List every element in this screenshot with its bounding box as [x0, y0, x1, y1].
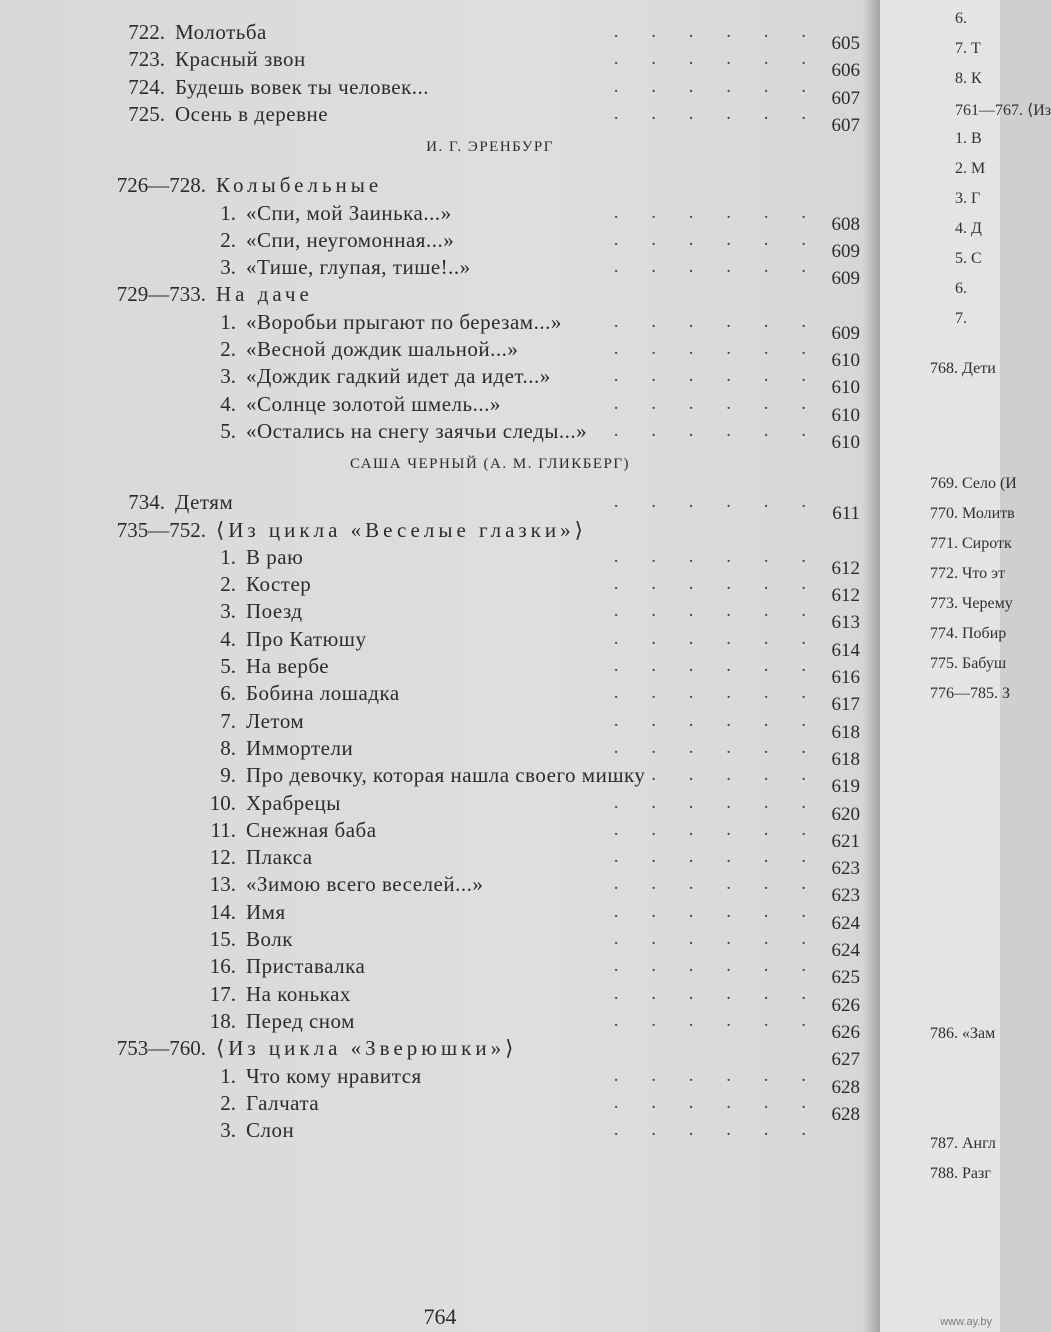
- entry-page: 608: [831, 213, 860, 235]
- toc-entry: [0, 45, 860, 82]
- toc-entry: [0, 898, 860, 934]
- right-page-line: 787. Англ: [930, 1135, 996, 1152]
- toc-entry: [0, 100, 860, 136]
- leader-dots: . . . . . .: [613, 256, 820, 278]
- toc-entry: [0, 226, 860, 262]
- right-page-line: 7.: [955, 310, 967, 327]
- entry-title: «Воробьи прыгают по березам...»: [246, 309, 562, 334]
- toc-entry: [0, 597, 860, 634]
- leader-dots: . . . . . .: [613, 764, 820, 786]
- entry-page: 609: [831, 322, 860, 344]
- toc-entry: [0, 362, 860, 399]
- leader-dots: . . . . . .: [613, 955, 820, 977]
- leader-dots: . . . . . .: [613, 791, 820, 813]
- entry-title: Красный звон: [175, 47, 306, 72]
- right-page-line: 761—767. ⟨Из: [955, 102, 1051, 119]
- right-page-line: 770. Молитв: [930, 505, 1015, 522]
- right-page-line: 5. С: [955, 250, 982, 267]
- entry-number: 8.: [220, 735, 236, 760]
- entry-page: 623: [831, 885, 860, 907]
- entry-number: 2.: [220, 337, 236, 361]
- leader-dots: . . . . . .: [613, 310, 820, 332]
- entry-page: 612: [831, 557, 860, 579]
- entry-number: 1.: [220, 309, 236, 334]
- right-page-line: 7. Т: [955, 40, 981, 57]
- right-page-line: 1. В: [955, 130, 982, 147]
- toc-entry: [0, 488, 860, 525]
- entry-number: 3.: [220, 599, 236, 624]
- leader-dots: . . . . . .: [613, 48, 820, 70]
- leader-dots: . . . . . .: [613, 818, 820, 840]
- entry-page: 628: [831, 1076, 860, 1098]
- entry-title: «Зимою всего веселей...»: [246, 872, 484, 897]
- leader-dots: . . . . . .: [613, 682, 820, 704]
- entry-title: «Солнце золотой шмель...»: [246, 391, 501, 416]
- entry-page: 610: [831, 377, 860, 399]
- entry-page: 606: [831, 60, 860, 82]
- right-page-line: 768. Дети: [930, 360, 996, 377]
- entry-page: 618: [831, 721, 860, 743]
- toc-entry: [0, 18, 860, 54]
- toc-entry: [0, 652, 860, 688]
- toc-entry: [0, 843, 860, 880]
- toc-entry: [0, 73, 860, 109]
- right-page-line: 776—785. З: [930, 685, 1011, 702]
- entry-title: Снежная баба: [246, 817, 377, 842]
- entry-page: 624: [831, 940, 860, 961]
- right-page-line: 786. «Зам: [930, 1025, 996, 1042]
- entry-number: 9.: [220, 763, 236, 788]
- entry-page: 627: [831, 1049, 860, 1071]
- entry-title: Осень в деревне: [175, 101, 329, 126]
- entry-title: Что кому нравится: [246, 1063, 422, 1088]
- right-page-line: 775. Бабуш: [930, 655, 1007, 672]
- entry-page: 610: [831, 404, 860, 426]
- entry-title: Поезд: [246, 599, 303, 624]
- leader-dots: . . . . . .: [613, 1009, 820, 1031]
- leader-dots: . . . . . .: [613, 365, 820, 387]
- entry-number: 735—752.: [116, 517, 206, 542]
- watermark: www.ay.by: [940, 1316, 992, 1328]
- entry-number: 16.: [209, 954, 236, 979]
- entry-title: Детям: [175, 490, 234, 515]
- entry-page: 607: [831, 87, 860, 109]
- right-page-line: 4. Д: [955, 220, 982, 237]
- entry-title: «Спи, неугомонная...»: [246, 227, 455, 252]
- right-page-line: 772. Что эт: [930, 565, 1006, 582]
- entry-number: 2.: [220, 1090, 236, 1115]
- entry-number: 3.: [220, 255, 236, 280]
- right-page-line: 788. Разг: [930, 1165, 991, 1182]
- leader-dots: . . . . . .: [613, 545, 820, 567]
- leader-dots: . . . . . .: [613, 1091, 820, 1113]
- entry-page: 613: [831, 612, 860, 634]
- entry-title: Про девочку, которая нашла своего мишку: [246, 763, 646, 788]
- toc-entry: [0, 280, 860, 308]
- toc-entry: [0, 925, 860, 961]
- right-page-line: 774. Побир: [930, 625, 1007, 642]
- toc-entry: [0, 761, 860, 798]
- right-page-line: 6.: [955, 280, 967, 297]
- toc-entry: [0, 171, 860, 199]
- toc-entry: [0, 199, 860, 235]
- right-page-line: 8. К: [955, 70, 982, 87]
- book-page-right: [880, 0, 1051, 1332]
- leader-dots: . . . . . .: [613, 600, 820, 622]
- entry-page: 610: [831, 431, 860, 453]
- entry-number: 17.: [209, 981, 236, 1006]
- toc-entry: [0, 816, 860, 852]
- toc-entry: [0, 952, 860, 989]
- leader-dots: . . . . . .: [613, 392, 820, 414]
- entry-number: 5.: [220, 418, 236, 443]
- entry-number: 14.: [209, 899, 236, 924]
- entry-page: 628: [831, 1103, 860, 1125]
- entry-page: 609: [831, 240, 860, 262]
- toc-entry: [0, 734, 860, 770]
- page-number: 764: [423, 1304, 457, 1329]
- entry-title: Перед сном: [246, 1008, 355, 1033]
- entry-title: Про Катюшу: [246, 626, 367, 651]
- entry-number: 3.: [220, 1118, 236, 1143]
- entry-number: 1.: [220, 200, 236, 225]
- entry-title: На даче: [216, 282, 313, 307]
- entry-page: 625: [831, 967, 860, 989]
- entry-number: 2.: [220, 572, 236, 597]
- toc-entry: [0, 308, 860, 344]
- leader-dots: . . . . . .: [613, 846, 820, 868]
- right-page-line: 771. Сиротк: [930, 535, 1012, 552]
- toc-entry: [0, 543, 860, 579]
- entry-page: 626: [831, 994, 860, 1016]
- entry-number: 18.: [209, 1008, 236, 1033]
- entry-title: Имя: [246, 899, 286, 924]
- entry-title: Галчата: [246, 1090, 320, 1115]
- entry-title: Костер: [246, 572, 312, 597]
- entry-page: 617: [831, 694, 860, 716]
- entry-number: 726—728.: [116, 173, 206, 198]
- entry-title: Молотьба: [175, 20, 267, 44]
- leader-dots: . . . . . .: [613, 627, 820, 649]
- entry-title: ⟨Из цикла «Зверюшки»⟩: [216, 1036, 518, 1061]
- entry-title: Будешь вовек ты человек...: [175, 74, 430, 99]
- entry-title: Летом: [246, 708, 305, 733]
- right-page-line: 773. Черему: [930, 595, 1013, 612]
- entry-page: 610: [831, 350, 860, 371]
- entry-page: 605: [831, 33, 860, 54]
- toc-entry: [0, 1089, 860, 1125]
- entry-number: 4.: [220, 626, 236, 651]
- entry-page: 607: [831, 114, 860, 136]
- entry-number: 724.: [128, 74, 165, 99]
- entry-number: 3.: [220, 364, 236, 389]
- entry-title: «Остались на снегу заячьи следы...»: [246, 418, 588, 443]
- entry-title: ⟨Из цикла «Веселые глазки»⟩: [216, 517, 587, 542]
- toc-entry: [0, 870, 860, 907]
- leader-dots: . . . . . .: [613, 338, 820, 359]
- toc-entry: [0, 570, 860, 607]
- leader-dots: . . . . . .: [613, 573, 820, 595]
- toc-entry: [0, 1034, 860, 1071]
- entry-number: 729—733.: [116, 282, 206, 307]
- entry-number: 13.: [209, 872, 236, 897]
- leader-dots: . . . . . .: [613, 491, 820, 513]
- right-page-line: 769. Село (И: [930, 475, 1017, 492]
- toc-entry: [0, 1062, 860, 1098]
- entry-number: 2.: [220, 227, 236, 252]
- leader-dots: . . . . . .: [613, 102, 820, 124]
- entry-title: Иммортели: [246, 735, 354, 760]
- entry-number: 753—760.: [116, 1036, 206, 1061]
- leader-dots: . . . . . .: [613, 873, 820, 895]
- entry-number: 10.: [209, 790, 236, 815]
- right-page-line: 3. Г: [955, 190, 981, 207]
- author-heading: И. Г. ЭРЕНБУРГ: [426, 139, 554, 156]
- leader-dots: . . . . . .: [613, 21, 820, 42]
- entry-number: 12.: [209, 845, 236, 870]
- entry-title: Приставалка: [246, 954, 366, 979]
- toc-entry: [0, 1007, 860, 1043]
- toc-entry: [0, 1116, 860, 1144]
- entry-title: Бобина лошадка: [246, 681, 400, 706]
- entry-title: «Весной дождик шальной...»: [246, 337, 519, 361]
- entry-page: 611: [832, 503, 860, 525]
- entry-number: 6.: [220, 681, 236, 706]
- leader-dots: . . . . . .: [613, 75, 820, 97]
- entry-page: 620: [831, 803, 860, 825]
- entry-number: 11.: [210, 817, 236, 842]
- entry-number: 1.: [220, 544, 236, 569]
- entry-title: В раю: [246, 544, 304, 569]
- leader-dots: . . . . . .: [613, 228, 820, 250]
- toc-entry: [0, 789, 860, 825]
- leader-dots: . . . . . .: [613, 419, 820, 441]
- toc-entry: [0, 625, 860, 661]
- entry-title: Колыбельные: [216, 173, 383, 198]
- entry-number: 1.: [220, 1063, 236, 1088]
- entry-title: «Тише, глупая, тише!..»: [246, 255, 471, 280]
- toc-entry: [0, 253, 860, 290]
- leader-dots: . . . . . .: [613, 736, 820, 758]
- entry-page: 609: [831, 268, 860, 290]
- author-heading: САША ЧЕРНЫЙ (А. М. ГЛИКБЕРГ): [349, 456, 631, 473]
- entry-title: На коньках: [246, 981, 351, 1006]
- toc-entry: [0, 417, 860, 453]
- entry-number: 725.: [128, 101, 165, 126]
- entry-page: 624: [831, 912, 860, 934]
- leader-dots: . . . . . .: [613, 900, 820, 922]
- leader-dots: . . . . . .: [613, 1064, 820, 1086]
- leader-dots: . . . . . .: [613, 709, 820, 731]
- entry-title: Волк: [246, 927, 293, 951]
- toc-entry: [0, 679, 860, 716]
- entry-page: 618: [831, 748, 860, 770]
- entry-page: 621: [831, 830, 860, 852]
- entry-page: 612: [831, 585, 860, 607]
- leader-dots: . . . . . .: [613, 982, 820, 1004]
- toc-entry: [0, 335, 860, 371]
- entry-title: Слон: [246, 1118, 295, 1143]
- toc-entry: [0, 516, 860, 544]
- entry-number: 734.: [128, 490, 165, 515]
- entry-number: 15.: [209, 927, 236, 951]
- entry-page: 626: [831, 1021, 860, 1043]
- leader-dots: . . . . . .: [613, 655, 820, 676]
- entry-number: 5.: [220, 654, 236, 678]
- entry-title: Храбрецы: [246, 790, 341, 815]
- right-page-line: 6.: [955, 10, 967, 27]
- entry-page: 616: [831, 667, 860, 688]
- leader-dots: . . . . . .: [613, 928, 820, 949]
- entry-title: «Спи, мой Заинька...»: [246, 200, 452, 225]
- entry-page: 614: [831, 639, 860, 661]
- entry-number: 723.: [128, 47, 165, 72]
- entry-number: 722.: [128, 20, 165, 44]
- entry-page: 619: [831, 776, 860, 798]
- entry-number: 7.: [220, 708, 236, 733]
- toc-entry: [0, 390, 860, 426]
- entry-number: 4.: [220, 391, 236, 416]
- toc-entry: [0, 980, 860, 1016]
- entry-title: На вербе: [246, 654, 330, 678]
- right-page-line: 2. М: [955, 160, 986, 177]
- leader-dots: . . . . . .: [613, 1119, 820, 1141]
- toc-entry: [0, 707, 860, 743]
- entry-title: Плакса: [246, 845, 313, 870]
- entry-page: 623: [831, 858, 860, 880]
- leader-dots: . . . . . .: [613, 201, 820, 223]
- entry-title: «Дождик гадкий идет да идет...»: [246, 364, 551, 389]
